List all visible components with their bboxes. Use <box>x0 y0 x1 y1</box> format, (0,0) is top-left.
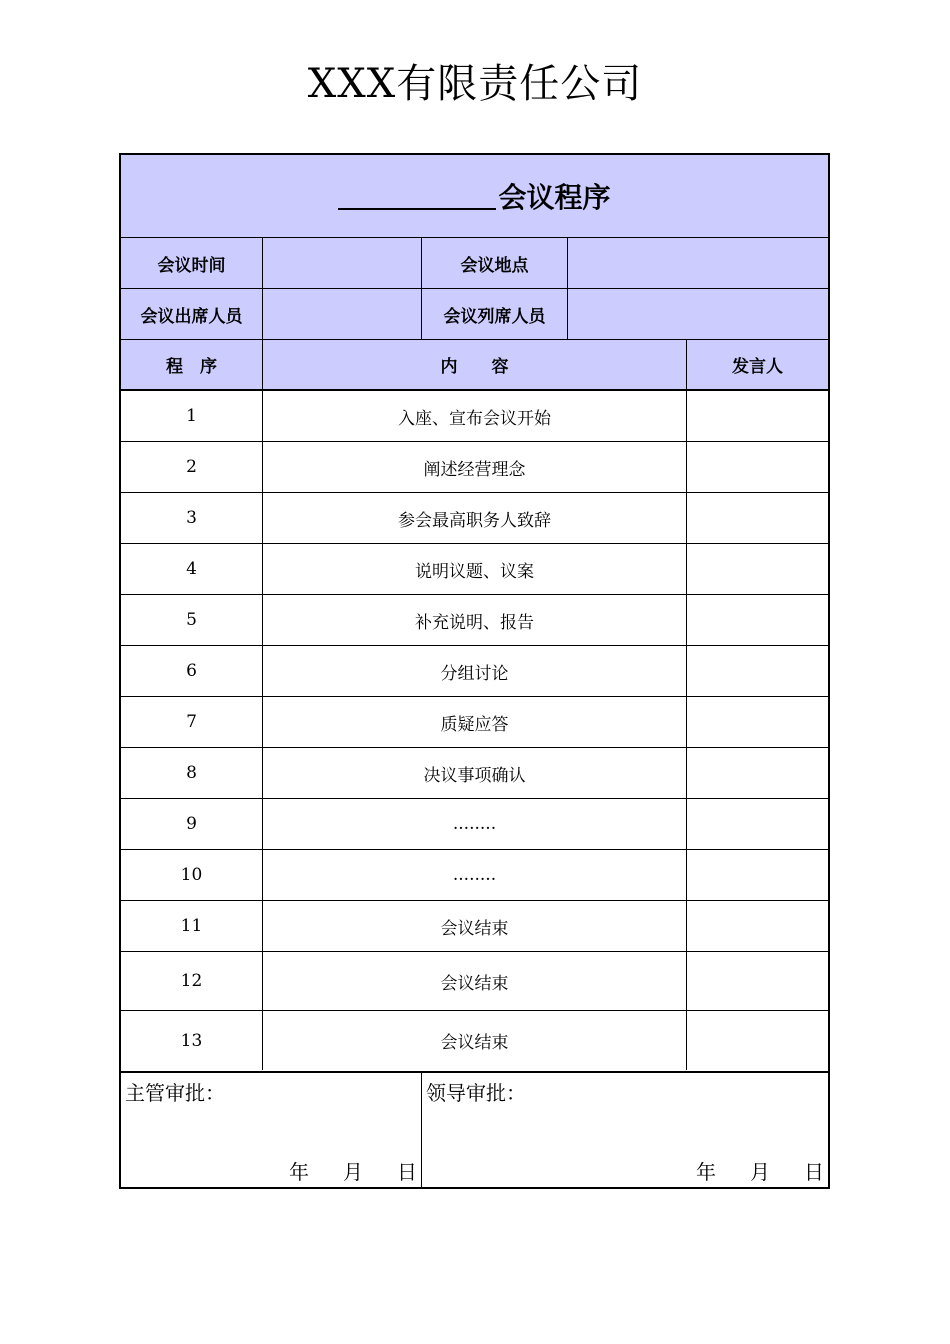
row-content[interactable]: ........ <box>263 850 687 901</box>
title-blank-field[interactable] <box>338 182 496 210</box>
row-content[interactable]: 入座、宣布会议开始 <box>263 391 687 442</box>
column-header-order: 程 序 <box>121 340 263 391</box>
column-header-speaker: 发言人 <box>687 340 828 391</box>
row-content[interactable]: 阐述经营理念 <box>263 442 687 493</box>
row-number: 13 <box>121 1011 263 1070</box>
row-speaker[interactable] <box>687 799 828 850</box>
row-number: 6 <box>121 646 263 697</box>
attendees-field[interactable] <box>263 289 422 340</box>
row-speaker[interactable] <box>687 391 828 442</box>
month-label: 月 <box>750 1160 770 1184</box>
row-number: 2 <box>121 442 263 493</box>
row-speaker[interactable] <box>687 646 828 697</box>
row-speaker[interactable] <box>687 493 828 544</box>
row-speaker[interactable] <box>687 697 828 748</box>
meeting-time-field[interactable] <box>263 238 422 289</box>
row-speaker[interactable] <box>687 595 828 646</box>
row-number: 8 <box>121 748 263 799</box>
day-label: 日 <box>397 1160 417 1184</box>
row-content[interactable]: 决议事项确认 <box>263 748 687 799</box>
year-label: 年 <box>289 1160 309 1184</box>
month-label: 月 <box>343 1160 363 1184</box>
form-title <box>121 155 828 238</box>
column-header-content: 内 容 <box>263 340 687 391</box>
supervisor-approval-box[interactable] <box>121 1071 422 1187</box>
row-content[interactable]: 说明议题、议案 <box>263 544 687 595</box>
meeting-time-label: 会议时间 <box>121 238 263 289</box>
meeting-place-field[interactable] <box>568 238 828 289</box>
row-content[interactable]: 会议结束 <box>263 952 687 1011</box>
supervisor-date <box>255 1156 417 1185</box>
row-number: 7 <box>121 697 263 748</box>
leader-approval-box[interactable] <box>422 1071 828 1187</box>
year-label: 年 <box>696 1160 716 1184</box>
leader-approval-label: 领导审批： <box>426 1081 526 1105</box>
row-content[interactable]: 补充说明、报告 <box>263 595 687 646</box>
row-number: 3 <box>121 493 263 544</box>
row-content[interactable]: 会议结束 <box>263 901 687 952</box>
row-number: 12 <box>121 952 263 1011</box>
observers-field[interactable] <box>568 289 828 340</box>
row-number: 11 <box>121 901 263 952</box>
form-title-text: 会议程序 <box>498 181 611 214</box>
row-content[interactable]: 分组讨论 <box>263 646 687 697</box>
supervisor-approval-label: 主管审批： <box>125 1081 225 1105</box>
company-title: XXX有限责任公司 <box>307 61 643 107</box>
observers-label: 会议列席人员 <box>422 289 568 340</box>
row-content[interactable]: ........ <box>263 799 687 850</box>
row-number: 5 <box>121 595 263 646</box>
day-label: 日 <box>804 1160 824 1184</box>
row-speaker[interactable] <box>687 850 828 901</box>
row-content[interactable]: 会议结束 <box>263 1011 687 1070</box>
row-number: 10 <box>121 850 263 901</box>
meeting-program-form <box>119 153 830 1189</box>
row-speaker[interactable] <box>687 748 828 799</box>
row-content[interactable]: 质疑应答 <box>263 697 687 748</box>
row-content[interactable]: 参会最高职务人致辞 <box>263 493 687 544</box>
meeting-place-label: 会议地点 <box>422 238 568 289</box>
row-number: 4 <box>121 544 263 595</box>
leader-date <box>662 1156 824 1185</box>
row-speaker[interactable] <box>687 1011 828 1070</box>
attendees-label: 会议出席人员 <box>121 289 263 340</box>
row-number: 1 <box>121 391 263 442</box>
row-speaker[interactable] <box>687 442 828 493</box>
row-speaker[interactable] <box>687 544 828 595</box>
row-speaker[interactable] <box>687 901 828 952</box>
row-speaker[interactable] <box>687 952 828 1011</box>
row-number: 9 <box>121 799 263 850</box>
